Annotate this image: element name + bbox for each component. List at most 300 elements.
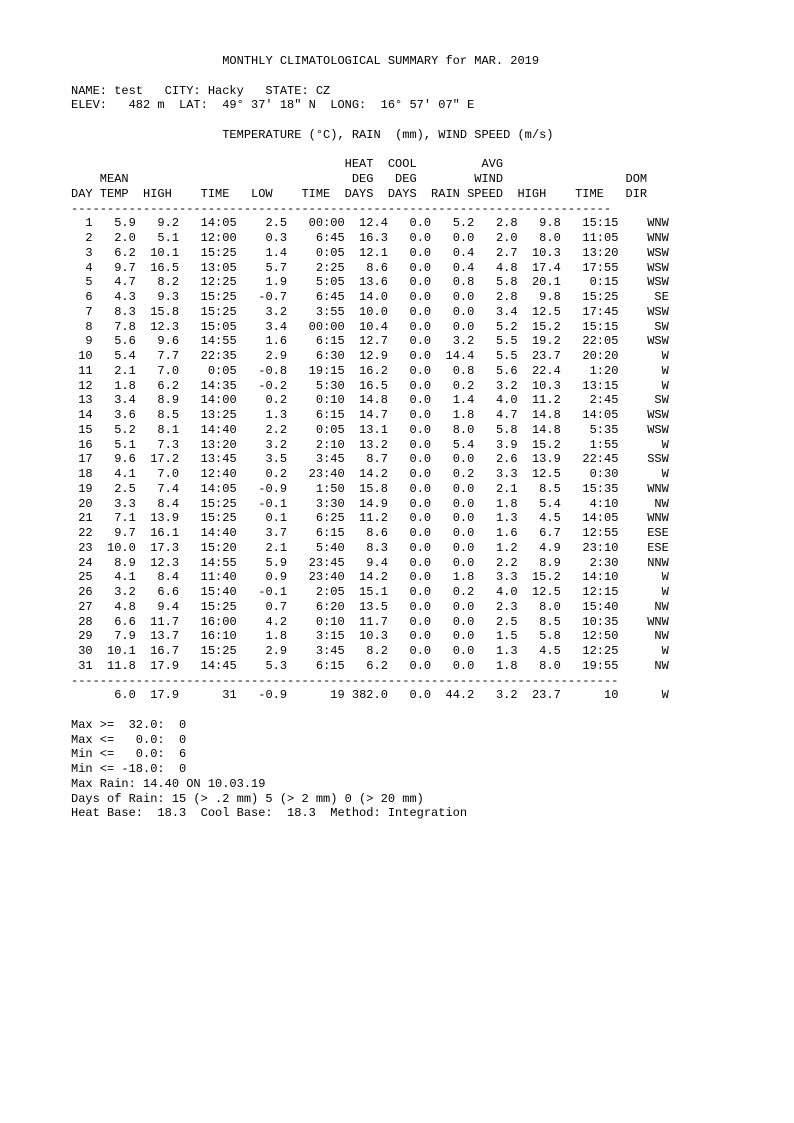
table-cell: 14:35 bbox=[179, 378, 237, 393]
table-cell: 9.7 bbox=[92, 526, 136, 540]
table-cell: 14:05 bbox=[560, 408, 619, 422]
table-cell: 0.0 bbox=[387, 216, 432, 231]
table-cell: 15.8 bbox=[344, 481, 388, 496]
climatological-summary-report bbox=[71, 54, 669, 821]
table-cell: 0.0 bbox=[431, 599, 475, 614]
header-divider: --------------------------------------------------------------------------- bbox=[71, 201, 612, 216]
table-cell: 1.8 bbox=[236, 629, 288, 644]
summary-cell: 382.0 bbox=[344, 688, 388, 703]
table-cell: 0.0 bbox=[431, 319, 475, 334]
table-cell: 5.8 bbox=[474, 422, 518, 437]
table-cell: 3:45 bbox=[287, 644, 345, 658]
table-cell: 8.0 bbox=[431, 422, 475, 437]
table-cell: 2.3 bbox=[474, 599, 518, 614]
table-cell: 5.5 bbox=[474, 349, 518, 363]
table-cell: 9.8 bbox=[517, 290, 561, 304]
table-cell: 0.0 bbox=[387, 629, 432, 644]
table-cell: 2.0 bbox=[474, 231, 518, 245]
table-cell: 15.1 bbox=[344, 585, 388, 599]
table-cell: -0.8 bbox=[236, 363, 288, 378]
table-cell: 16 bbox=[71, 437, 93, 452]
table-cell: 26 bbox=[71, 585, 93, 599]
table-cell: 29 bbox=[71, 629, 93, 644]
table-cell: 5.9 bbox=[92, 216, 136, 231]
table-cell: 13:05 bbox=[179, 260, 237, 275]
table-cell: 4.2 bbox=[236, 614, 288, 629]
table-cell: 0.4 bbox=[431, 260, 475, 275]
table-cell: 1:55 bbox=[560, 437, 619, 452]
table-cell: 10.3 bbox=[344, 629, 388, 644]
table-cell: 2.7 bbox=[474, 245, 518, 260]
table-cell: 4.3 bbox=[92, 290, 136, 304]
table-cell: 12:00 bbox=[179, 231, 237, 245]
table-cell: 3:15 bbox=[287, 629, 345, 644]
table-cell: 4.9 bbox=[517, 540, 561, 555]
header-line-2: MEAN DEG DEG WIND DOM bbox=[71, 172, 648, 186]
table-cell: 0.0 bbox=[431, 658, 475, 673]
summary-cell: 19 bbox=[287, 688, 345, 703]
station-name-line: NAME: test CITY: Hacky STATE: CZ bbox=[71, 83, 331, 98]
table-row bbox=[71, 629, 669, 643]
table-cell: 0.0 bbox=[387, 231, 432, 245]
table-cell: 2:30 bbox=[560, 555, 619, 570]
table-cell: 10 bbox=[71, 349, 93, 363]
table-cell: 12 bbox=[71, 378, 93, 393]
table-cell: 9.4 bbox=[135, 599, 180, 614]
table-row bbox=[71, 497, 669, 511]
table-cell: 17.2 bbox=[135, 452, 180, 467]
table-cell: 5.4 bbox=[431, 437, 475, 452]
table-cell: 6:20 bbox=[287, 599, 345, 614]
summary-cell: 6.0 bbox=[92, 688, 136, 703]
table-cell: WNW bbox=[618, 231, 669, 245]
table-row bbox=[71, 615, 669, 629]
units-line bbox=[71, 128, 554, 142]
table-cell: 12:50 bbox=[560, 629, 619, 644]
table-cell: 19.2 bbox=[517, 334, 561, 349]
table-cell: 15.2 bbox=[517, 319, 561, 334]
table-cell: 4 bbox=[71, 260, 93, 275]
table-cell: 13.1 bbox=[344, 422, 388, 437]
table-cell: 5.8 bbox=[517, 629, 561, 644]
table-cell: 10.0 bbox=[92, 540, 136, 555]
table-cell: 7.4 bbox=[135, 481, 180, 496]
table-cell: 0.0 bbox=[387, 393, 432, 408]
table-cell: 14:40 bbox=[179, 526, 237, 540]
table-cell: 3.2 bbox=[236, 304, 288, 319]
table-cell: 14.2 bbox=[344, 570, 388, 585]
table-cell: 24 bbox=[71, 555, 93, 570]
table-cell: 0.0 bbox=[431, 304, 475, 319]
table-cell: 10.1 bbox=[135, 245, 180, 260]
table-cell: 15:40 bbox=[179, 585, 237, 599]
table-cell: 22 bbox=[71, 526, 93, 540]
table-cell: 8.3 bbox=[344, 540, 388, 555]
table-row bbox=[71, 320, 669, 334]
table-cell: 0:05 bbox=[179, 363, 237, 378]
footer-line: Heat Base: 18.3 Cool Base: 18.3 Method: Integration bbox=[71, 806, 468, 821]
station-location-line: ELEV: 482 m LAT: 49° 37' 18" N LONG: 16° 57' 07" E bbox=[71, 98, 475, 113]
table-cell: 2.2 bbox=[236, 422, 288, 437]
table-cell: 0:05 bbox=[287, 245, 345, 260]
table-cell: 3.3 bbox=[474, 570, 518, 585]
table-cell: 2.1 bbox=[236, 540, 288, 555]
summary-cell: 17.9 bbox=[135, 688, 180, 703]
table-cell: 3.7 bbox=[236, 526, 288, 540]
table-cell: 0.0 bbox=[431, 511, 475, 526]
table-cell: 5.1 bbox=[135, 231, 180, 245]
table-cell: 0.2 bbox=[431, 467, 475, 481]
table-cell: 6:30 bbox=[287, 349, 345, 363]
table-cell: 23:40 bbox=[287, 467, 345, 481]
summary-cell: 44.2 bbox=[431, 688, 475, 703]
table-cell: 8.7 bbox=[344, 452, 388, 467]
table-cell: 0.0 bbox=[387, 585, 432, 599]
table-cell: 23:10 bbox=[560, 540, 619, 555]
table-cell: 8.6 bbox=[344, 526, 388, 540]
table-cell: 0.0 bbox=[431, 629, 475, 644]
header-line-3: DAY TEMP HIGH TIME LOW TIME DAYS DAYS RAIN SPEED HIGH TIME DIR bbox=[71, 186, 648, 201]
table-cell: 14:00 bbox=[179, 393, 237, 408]
report-title-text: MONTHLY CLIMATOLOGICAL SUMMARY for MAR. 2019 bbox=[222, 54, 540, 68]
table-cell: 22:45 bbox=[560, 452, 619, 467]
summary-cell: W bbox=[618, 688, 669, 703]
table-cell: 12:40 bbox=[179, 467, 237, 481]
table-cell: SW bbox=[618, 319, 669, 334]
table-cell: NW bbox=[618, 599, 669, 614]
table-cell: 16.2 bbox=[344, 363, 388, 378]
table-cell: 11 bbox=[71, 363, 93, 378]
table-cell: 4:10 bbox=[560, 496, 619, 511]
table-cell: 27 bbox=[71, 599, 93, 614]
summary-cell: 10 bbox=[560, 688, 619, 703]
table-cell: 5:35 bbox=[560, 422, 619, 437]
table-cell: 16.7 bbox=[135, 644, 180, 658]
table-cell: 7.0 bbox=[135, 467, 180, 481]
table-cell: 13.9 bbox=[135, 511, 180, 526]
table-cell: 16:00 bbox=[179, 614, 237, 629]
table-cell: 1.3 bbox=[236, 408, 288, 422]
table-cell: 17:45 bbox=[560, 304, 619, 319]
table-cell: 0:10 bbox=[287, 393, 345, 408]
table-cell: NW bbox=[618, 658, 669, 673]
table-cell: 14:55 bbox=[179, 334, 237, 349]
table-cell: 0.0 bbox=[431, 496, 475, 511]
table-cell: 0.9 bbox=[236, 570, 288, 585]
table-cell: 14:10 bbox=[560, 570, 619, 585]
table-cell: WNW bbox=[618, 511, 669, 526]
table-cell: 0.0 bbox=[387, 408, 432, 422]
table-cell: 9.6 bbox=[92, 452, 136, 467]
table-cell: 13.2 bbox=[344, 437, 388, 452]
table-row bbox=[71, 349, 669, 363]
table-cell: WSW bbox=[618, 408, 669, 422]
table-cell: 6.6 bbox=[92, 614, 136, 629]
table-cell: 10.0 bbox=[344, 304, 388, 319]
table-cell: 8.6 bbox=[344, 260, 388, 275]
table-cell: 0.1 bbox=[236, 511, 288, 526]
table-cell: 4.8 bbox=[92, 599, 136, 614]
summary-cell: 0.0 bbox=[387, 688, 432, 703]
table-cell: 1.6 bbox=[474, 526, 518, 540]
table-row bbox=[71, 526, 669, 540]
table-cell: 19 bbox=[71, 481, 93, 496]
table-cell: 5.2 bbox=[92, 422, 136, 437]
table-row bbox=[71, 659, 669, 673]
table-cell: 8.9 bbox=[135, 393, 180, 408]
table-cell: 5:05 bbox=[287, 275, 345, 290]
table-cell: 3.4 bbox=[92, 393, 136, 408]
table-row bbox=[71, 452, 669, 466]
table-cell: 2:05 bbox=[287, 585, 345, 599]
table-cell: 8.0 bbox=[517, 231, 561, 245]
table-cell: 14:55 bbox=[179, 555, 237, 570]
table-cell: 0.8 bbox=[431, 363, 475, 378]
table-cell: 0.0 bbox=[387, 245, 432, 260]
table-cell: 19:55 bbox=[560, 658, 619, 673]
table-cell: 16.3 bbox=[344, 231, 388, 245]
table-cell: 0.2 bbox=[236, 393, 288, 408]
table-cell: SSW bbox=[618, 452, 669, 467]
table-cell: 0:05 bbox=[287, 422, 345, 437]
table-cell: 11.7 bbox=[135, 614, 180, 629]
table-row bbox=[71, 438, 669, 452]
summary-cell: 23.7 bbox=[517, 688, 561, 703]
table-cell: WSW bbox=[618, 260, 669, 275]
table-row bbox=[71, 261, 669, 275]
table-cell: 17.9 bbox=[135, 658, 180, 673]
table-cell: 5.3 bbox=[236, 658, 288, 673]
table-cell: 15:25 bbox=[179, 245, 237, 260]
table-cell: 12.1 bbox=[344, 245, 388, 260]
table-row bbox=[71, 541, 669, 555]
table-cell: 6:15 bbox=[287, 334, 345, 349]
table-cell: 14:05 bbox=[560, 511, 619, 526]
table-cell: SE bbox=[618, 290, 669, 304]
table-cell: W bbox=[618, 363, 669, 378]
table-row bbox=[71, 305, 669, 319]
table-cell: 6 bbox=[71, 290, 93, 304]
table-cell: 14.9 bbox=[344, 496, 388, 511]
table-row bbox=[71, 334, 669, 348]
table-cell: 14.4 bbox=[431, 349, 475, 363]
table-cell: 2.2 bbox=[474, 555, 518, 570]
table-cell: WNW bbox=[618, 481, 669, 496]
table-cell: 15:25 bbox=[179, 644, 237, 658]
table-cell: WSW bbox=[618, 422, 669, 437]
table-cell: NW bbox=[618, 629, 669, 644]
table-cell: 4.1 bbox=[92, 570, 136, 585]
table-cell: 7.7 bbox=[135, 349, 180, 363]
table-cell: 31 bbox=[71, 658, 93, 673]
table-cell: 21 bbox=[71, 511, 93, 526]
table-cell: 12.3 bbox=[135, 319, 180, 334]
table-cell: 0:30 bbox=[560, 467, 619, 481]
table-cell: 0.7 bbox=[236, 599, 288, 614]
footer-line: Min <= 0.0: 6 bbox=[71, 747, 187, 762]
table-cell: 15:35 bbox=[560, 481, 619, 496]
table-cell: 2.1 bbox=[92, 363, 136, 378]
table-cell: 14.2 bbox=[344, 467, 388, 481]
table-cell: 5.6 bbox=[92, 334, 136, 349]
table-cell: 13 bbox=[71, 393, 93, 408]
table-cell: 22.4 bbox=[517, 363, 561, 378]
table-cell: 8.4 bbox=[135, 496, 180, 511]
table-cell: 4.5 bbox=[517, 511, 561, 526]
table-cell: 00:00 bbox=[287, 216, 345, 231]
table-cell: 9.2 bbox=[135, 216, 180, 231]
table-cell: -0.1 bbox=[236, 585, 288, 599]
table-cell: 28 bbox=[71, 614, 93, 629]
table-cell: 6:15 bbox=[287, 658, 345, 673]
table-cell: 4.1 bbox=[92, 467, 136, 481]
table-cell: 20:20 bbox=[560, 349, 619, 363]
table-row bbox=[71, 379, 669, 393]
table-row bbox=[71, 231, 669, 245]
table-cell: 22:35 bbox=[179, 349, 237, 363]
table-cell: 5:40 bbox=[287, 540, 345, 555]
table-cell: 15 bbox=[71, 422, 93, 437]
table-cell: 9 bbox=[71, 334, 93, 349]
table-cell: 10:35 bbox=[560, 614, 619, 629]
table-cell: 6.2 bbox=[92, 245, 136, 260]
table-cell: 15:25 bbox=[179, 304, 237, 319]
table-row bbox=[71, 408, 669, 422]
table-cell: 14:05 bbox=[179, 216, 237, 231]
table-cell: 6.6 bbox=[135, 585, 180, 599]
table-cell: 3:55 bbox=[287, 304, 345, 319]
table-cell: 4.0 bbox=[474, 585, 518, 599]
table-cell: 1.6 bbox=[236, 334, 288, 349]
table-cell: 13.5 bbox=[344, 599, 388, 614]
table-cell: 2.8 bbox=[474, 290, 518, 304]
table-cell: 5.6 bbox=[474, 363, 518, 378]
table-cell: W bbox=[618, 585, 669, 599]
table-cell: 5 bbox=[71, 275, 93, 290]
table-cell: 2.8 bbox=[474, 216, 518, 231]
table-cell: 12.9 bbox=[344, 349, 388, 363]
table-cell: SW bbox=[618, 393, 669, 408]
table-cell: 8.5 bbox=[517, 481, 561, 496]
summary-cell: 31 bbox=[179, 688, 237, 703]
table-cell: 13.7 bbox=[135, 629, 180, 644]
table-cell: 1.2 bbox=[474, 540, 518, 555]
table-row bbox=[71, 216, 669, 230]
table-cell: 7.8 bbox=[92, 319, 136, 334]
table-cell: 1 bbox=[71, 216, 93, 231]
table-cell: 6:25 bbox=[287, 511, 345, 526]
footer-line: Min <= -18.0: 0 bbox=[71, 762, 187, 776]
table-cell: 18 bbox=[71, 467, 93, 481]
table-cell: 2.5 bbox=[92, 481, 136, 496]
table-cell: 15:25 bbox=[179, 599, 237, 614]
table-cell: ESE bbox=[618, 526, 669, 540]
table-row bbox=[71, 585, 669, 599]
table-cell: 5.9 bbox=[236, 555, 288, 570]
table-cell: 0.0 bbox=[431, 614, 475, 629]
table-cell: 17.4 bbox=[517, 260, 561, 275]
table-cell: 12:25 bbox=[560, 644, 619, 658]
table-cell: 8.9 bbox=[517, 555, 561, 570]
table-row bbox=[71, 364, 669, 378]
table-cell: NNW bbox=[618, 555, 669, 570]
table-cell: 0.2 bbox=[236, 467, 288, 481]
table-cell: 0.0 bbox=[431, 452, 475, 467]
table-cell: 1.8 bbox=[474, 658, 518, 673]
table-cell: 0:15 bbox=[560, 275, 619, 290]
table-cell: 15.8 bbox=[135, 304, 180, 319]
table-cell: 9.7 bbox=[92, 260, 136, 275]
table-cell: 17 bbox=[71, 452, 93, 467]
table-cell: 20.1 bbox=[517, 275, 561, 290]
table-cell: 3 bbox=[71, 245, 93, 260]
table-cell: 0.0 bbox=[431, 644, 475, 658]
table-cell: WNW bbox=[618, 614, 669, 629]
table-row bbox=[71, 482, 669, 496]
table-cell: 00:00 bbox=[287, 319, 345, 334]
table-cell: 12.5 bbox=[517, 304, 561, 319]
table-cell: 15:15 bbox=[560, 319, 619, 334]
footer-line: Max <= 0.0: 0 bbox=[71, 732, 187, 747]
table-cell: 0.8 bbox=[431, 275, 475, 290]
table-cell: 7.9 bbox=[92, 629, 136, 644]
table-cell: 14:05 bbox=[179, 481, 237, 496]
table-cell: 19:15 bbox=[287, 363, 345, 378]
table-cell: 8 bbox=[71, 319, 93, 334]
table-cell: 2.9 bbox=[236, 349, 288, 363]
table-cell: 15:05 bbox=[179, 319, 237, 334]
table-cell: 5:30 bbox=[287, 378, 345, 393]
table-cell: 4.0 bbox=[474, 393, 518, 408]
footer-line: Max >= 32.0: 0 bbox=[71, 717, 187, 732]
table-cell: 14.0 bbox=[344, 290, 388, 304]
table-row bbox=[71, 423, 669, 437]
table-cell: 3.9 bbox=[474, 437, 518, 452]
table-cell: WSW bbox=[618, 304, 669, 319]
table-row bbox=[71, 393, 669, 407]
table-cell: 11.2 bbox=[517, 393, 561, 408]
table-cell: 10.3 bbox=[517, 245, 561, 260]
table-row bbox=[71, 600, 669, 614]
table-cell: 1.8 bbox=[92, 378, 136, 393]
table-cell: 6.7 bbox=[517, 526, 561, 540]
summary-cell: -0.9 bbox=[236, 688, 288, 703]
table-cell: 3.4 bbox=[474, 304, 518, 319]
table-cell: 1.3 bbox=[474, 511, 518, 526]
table-cell: 10.3 bbox=[517, 378, 561, 393]
table-cell: 16:10 bbox=[179, 629, 237, 644]
table-cell: 3:45 bbox=[287, 452, 345, 467]
table-cell: 13.9 bbox=[517, 452, 561, 467]
table-cell: 0.0 bbox=[387, 334, 432, 349]
table-cell: 0.0 bbox=[387, 481, 432, 496]
table-cell: 0.0 bbox=[387, 496, 432, 511]
table-cell: 3.5 bbox=[236, 452, 288, 467]
table-cell: 1.8 bbox=[474, 496, 518, 511]
table-cell: 20 bbox=[71, 496, 93, 511]
table-cell: 13:20 bbox=[179, 437, 237, 452]
table-cell: 0.3 bbox=[236, 231, 288, 245]
table-cell: 8.0 bbox=[517, 658, 561, 673]
table-cell: 11.2 bbox=[344, 511, 388, 526]
table-cell: 2.5 bbox=[474, 614, 518, 629]
table-cell: 10.1 bbox=[92, 644, 136, 658]
table-cell: 7.0 bbox=[135, 363, 180, 378]
table-cell: 9.6 bbox=[135, 334, 180, 349]
table-cell: ESE bbox=[618, 540, 669, 555]
table-cell: 0.0 bbox=[431, 231, 475, 245]
table-cell: 8.4 bbox=[135, 570, 180, 585]
